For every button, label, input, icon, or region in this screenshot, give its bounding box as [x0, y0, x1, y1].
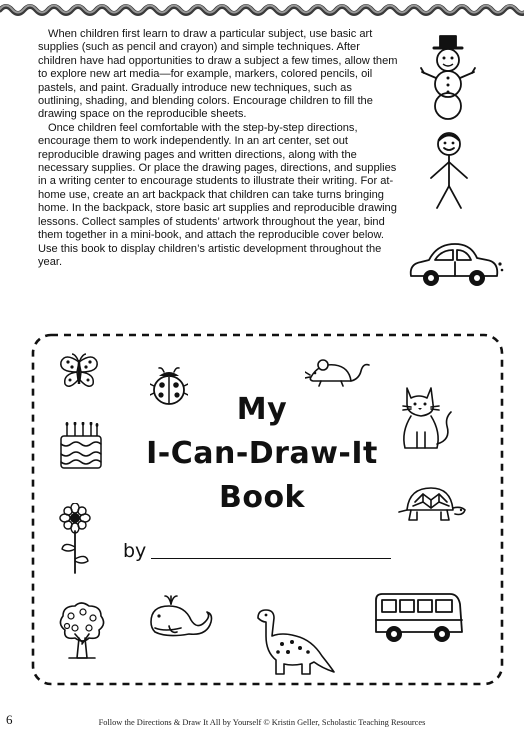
cover-title-line-3: Book — [218, 480, 306, 515]
intro-paragraph-1: When children first learn to draw a particular subject, use basic art supplies (such as pencil and crayon) and simple techniques. After children have had opportunities to draw a subject a few times, allow them to explore new art media—for example, markers, colored pencils, oil pastels, and paint. Gradually introduce new techniques, such as outlining, shading, and blending colors. Encourage children to fill the drawing space on the reproducible sheets. — [38, 28, 398, 121]
car-icon — [405, 236, 505, 294]
wavy-top-border — [0, 0, 524, 28]
page-number: 6 — [6, 712, 13, 727]
snowman-icon — [418, 34, 478, 120]
tree-icon — [55, 600, 109, 662]
author-line — [123, 540, 403, 568]
by-label: by — [123, 540, 147, 562]
intro-text — [38, 28, 398, 269]
cover-title-line-1: My — [236, 392, 288, 427]
author-blank-line — [151, 558, 391, 559]
whale-icon — [145, 592, 213, 642]
stick-person-icon — [425, 130, 473, 212]
dinosaur-icon — [252, 606, 336, 678]
intro-paragraph-2: Once children feel comfortable with the step-by-step directions, encourage them to work independently. In an art center, set out reproducible drawing pages and written directions, along with the necessary supplies. Or place the drawing pages, directions, and supplies in a writing center to encourage students to illustrate their writing. For at-home use, create an art backpack that children can take turns bringing home. In the backpack, store basic art supplies and reproducible drawing lessons. Collect samples of students’ artwork throughout the year, bind them together in a mini-book, and attach the reproducible cover below. Use this book to display children’s artistic development throughout the year. — [38, 121, 397, 268]
footer-credit: Follow the Directions & Draw It All by Yourself © Kristin Geller, Scholastic Teaching Resources — [98, 718, 426, 727]
cover-title — [0, 388, 524, 520]
cover-title-line-2: I-Can-Draw-It — [146, 436, 378, 471]
butterfly-icon — [57, 352, 101, 392]
bus-icon — [372, 588, 464, 648]
